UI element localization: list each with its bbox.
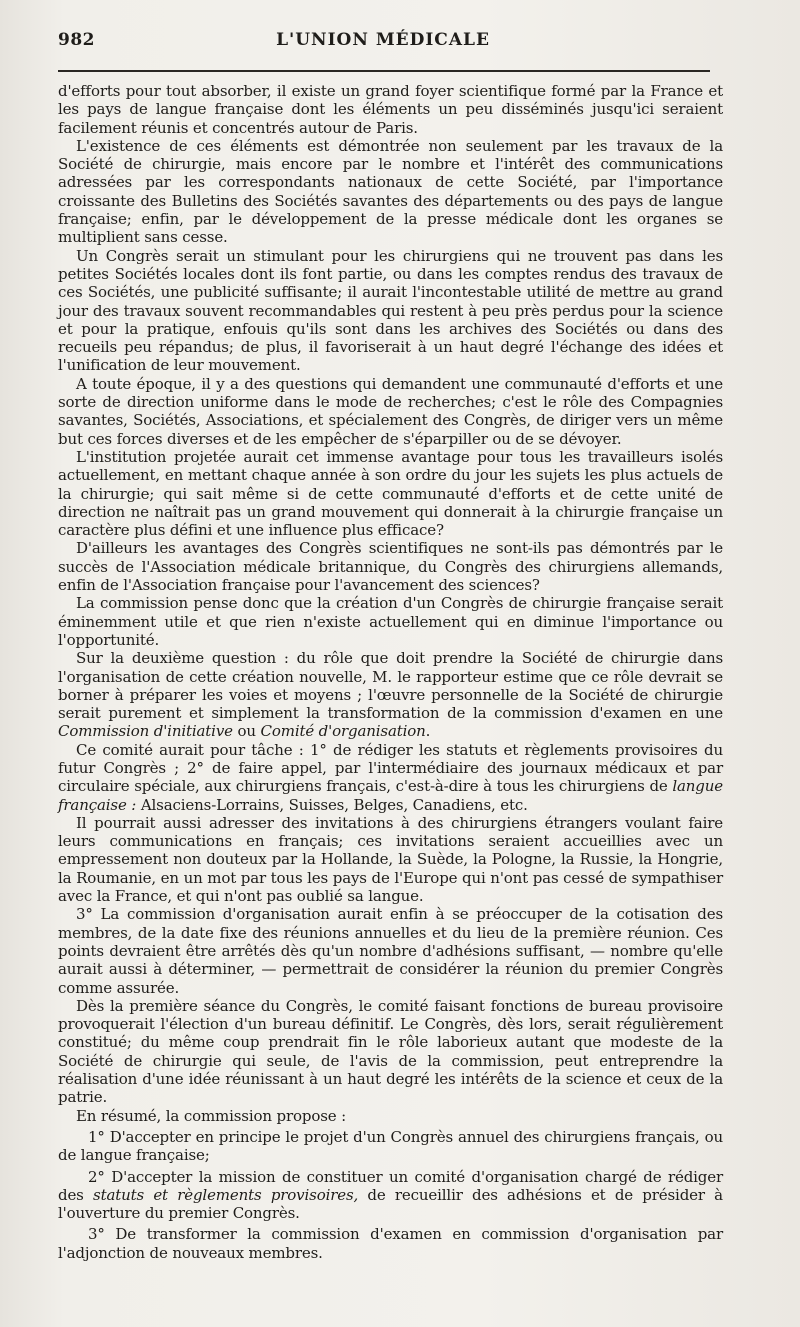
text-run: ou — [232, 722, 261, 741]
paragraph: L'institution projetée aurait cet immense avantage pour tous les travailleurs isolés actuellement, en mettant chaque année à son ordre du jour les sujets les plus actuels de la chirurgie; qui sait même si de cette communauté d'efforts et de cette unité de direction ne naîtrait pas un grand mouvement qui donnerait à la chirurgie française un caractère plus défini et une influence plus efficace? — [58, 447, 723, 540]
text-run: Alsaciens-Lorrains, Suisses, Belges, Canadiens, etc. — [136, 795, 528, 814]
text-run: 2° D'accepter la mission de constituer un comité d'organisation chargé de rédiger des — [58, 1167, 723, 1204]
paragraph: L'existence de ces éléments est démontrée non seulement par les travaux de la Société de chirurgie, mais encore par le nombre et l'intérêt des communications adressées par les correspondants nationaux de cette Société, par l'importance croissante des Bulletins des Sociétés savantes des départements ou des pays de langue française; enfin, par le développement de la presse médicale dont les organes se multiplient sans cesse. — [58, 136, 723, 247]
text-run: de recueillir des adhésions et de présider à l'ouverture du premier Congrès. — [58, 1185, 723, 1223]
paragraph: Il pourrait aussi adresser des invitations à des chirurgiens étrangers voulant faire leurs communications en français; ces invitations seraient accueillies avec un empressement non douteux par la Hollande, la Suède, la Pologne, la Russie, la Hongrie, la Roumanie, en un mot par tous les pays de l'Europe qui n'ont pas cessé de sympathiser avec la France, et qui n'ont pas oublié sa langue. — [58, 813, 723, 906]
paragraph — [58, 741, 723, 814]
proposal-item: 3° De transformer la commission d'examen en commission d'organisation par l'adjonction de nouveaux membres. — [58, 1225, 723, 1262]
text-run: . — [425, 722, 431, 741]
header-rule — [58, 70, 710, 72]
italic-text: Commission d'initiative — [58, 722, 233, 741]
proposal-item: 1° D'accepter en principe le projet d'un Congrès annuel des chirurgiens français, ou de langue française; — [58, 1127, 723, 1165]
paragraph: La commission pense donc que la création d'un Congrès de chirurgie française serait éminemment utile et que rien n'existe actuellement qui en diminue l'importance ou l'opportunité. — [58, 594, 723, 649]
page-number: 982 — [58, 30, 95, 50]
paragraph: A toute époque, il y a des questions qui demandent une communauté d'efforts et une sorte de direction uniforme dans le mode de recherches; c'est le rôle des Compagnies savantes, Sociétés, Associations, et spécialement des Congrès, de diriger vers un même but ces forces diverses et de les empêcher de s'éparpiller ou de se dévoyer. — [58, 374, 723, 448]
italic-text: statuts et règlements provisoires, — [93, 1185, 359, 1204]
paragraph: Un Congrès serait un stimulant pour les chirurgiens qui ne trouvent pas dans les petites Sociétés locales dont ils font partie, ou dans les comptes rendus des travaux de ces Sociétés, une publicité suffisante; il aurait l'incontestable utilité de mettre au grand jour des travaux souvent recommandables qui restent à peu près perdus pour la science et pour la pratique, enfouis qu'ils sont dans les archives des Sociétés ou dans des recueils peu répandus; de plus, il favoriserait à un haut degré l'échange des idées et l'unification de leur mouvement. — [58, 246, 723, 375]
article-body — [58, 82, 723, 1262]
running-head — [58, 30, 708, 60]
italic-text: Comité d'organisation — [260, 722, 426, 741]
italic-text: langue française : — [58, 777, 723, 814]
paragraph: Dès la première séance du Congrès, le comité faisant fonctions de bureau provisoire provoquerait l'élection d'un bureau définitif. Le Congrès, dès lors, serait régulièrement constitué; du même coup prendrait fin le rôle laborieux autant que modeste de la Société de chirurgie qui seule, de l'avis de la commission, peut entreprendre la réalisation d'une idée réunissant à un haut degré les intérêts de la science et ceux de la patrie. — [58, 996, 723, 1107]
paragraph — [58, 649, 723, 740]
paragraph: En résumé, la commission propose : — [76, 1106, 346, 1125]
text-run: Ce comité aurait pour tâche : 1° de rédiger les statuts et règlements provisoires du futur Congrès ; 2° de faire appel, par l'intermédiaire des journaux médicaux et par circulaire spéciale, aux chirurgiens français, c'est-à-dire à tous les chirurgiens de — [58, 740, 723, 796]
paragraph: 3° La commission d'organisation aurait enfin à se préoccuper de la cotisation des membres, de la date fixe des réunions annuelles et du lieu de la première réunion. Ces points devraient être arrêtés dès qu'un nombre d'adhésions suffisant, — nombre qu'elle aurait aussi à déterminer, — permettrait de considérer la réunion du premier Congrès comme assurée. — [58, 905, 723, 997]
paragraph: D'ailleurs les avantages des Congrès scientifiques ne sont-ils pas démontrés par le succès de l'Association médicale britannique, du Congrès des chirurgiens allemands, enfin de l'Association française pour l'avancement des sciences? — [58, 539, 723, 595]
paragraph: d'efforts pour tout absorber, il existe un grand foyer scientifique formé par la France et les pays de langue française dont les éléments un peu disséminés jusqu'ici seraient facilement réunis et concentrés autour de Paris. — [58, 82, 723, 137]
proposal-item — [58, 1168, 723, 1223]
journal-title: L'UNION MÉDICALE — [276, 30, 490, 50]
text-run: Sur la deuxième question : du rôle que doit prendre la Société de chirurgie dans l'organisation de cette création nouvelle, M. le rapporteur estime que ce rôle devrait se borner à préparer les voies et moyens ; l'œuvre personnelle de la Société de chirurgie serait purement et simplement la transformation de la commission d'examen en une — [58, 649, 723, 723]
